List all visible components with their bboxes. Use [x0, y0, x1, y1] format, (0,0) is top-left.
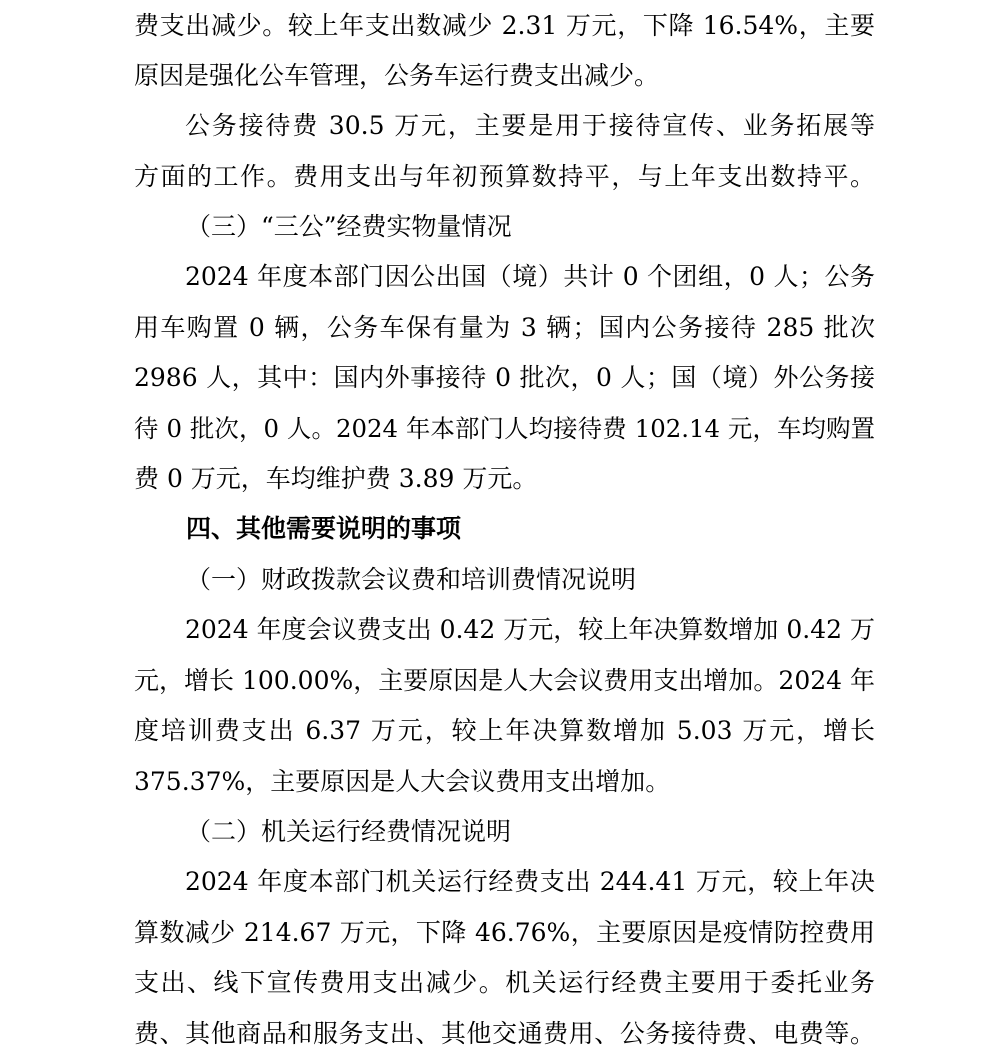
text-line: 375.37%，主要原因是人大会议费用支出增加。: [134, 767, 671, 796]
text-line: 算数减少 214.67 万元，下降 46.76%，主要原因是疫情防控费用: [134, 918, 875, 947]
text-line: 支出、线下宣传费用支出减少。机关运行经费主要用于委托业务: [134, 968, 875, 997]
subsection-heading: （二）机关运行经费情况说明: [186, 817, 512, 846]
text-line: 2024 年度会议费支出 0.42 万元，较上年决算数增加 0.42 万: [185, 615, 875, 644]
text-line: 方面的工作。费用支出与年初预算数持平，与上年支出数持平。: [134, 162, 875, 191]
text-line: 2986 人，其中：国内外事接待 0 批次，0 人；国（境）外公务接: [134, 363, 875, 392]
text-line: 费、其他商品和服务支出、其他交通费用、公务接待费、电费等。: [134, 1019, 875, 1048]
section-title: 四、其他需要说明的事项: [186, 514, 462, 543]
text-line: 费 0 万元，车均维护费 3.89 万元。: [134, 464, 538, 493]
text-line: 度培训费支出 6.37 万元，较上年决算数增加 5.03 万元，增长: [134, 716, 875, 745]
text-line: 元，增长 100.00%，主要原因是人大会议费用支出增加。2024 年: [134, 666, 875, 695]
text-line: 待 0 批次，0 人。2024 年本部门人均接待费 102.14 元，车均购置: [134, 414, 875, 443]
subsection-heading: （一）财政拨款会议费和培训费情况说明: [186, 565, 637, 594]
text-line: 2024 年度本部门机关运行经费支出 244.41 万元，较上年决: [185, 867, 875, 896]
text-line: 用车购置 0 辆，公务车保有量为 3 辆；国内公务接待 285 批次: [134, 313, 875, 342]
subsection-heading: （三）“三公”经费实物量情况: [186, 212, 512, 241]
text-line: 2024 年度本部门因公出国（境）共计 0 个团组，0 人；公务: [185, 262, 875, 291]
text-line: 费支出减少。较上年支出数减少 2.31 万元，下降 16.54%，主要: [134, 11, 875, 40]
text-line: 原因是强化公车管理，公务车运行费支出减少。: [134, 61, 660, 90]
text-line: 公务接待费 30.5 万元，主要是用于接待宣传、业务拓展等: [185, 111, 875, 140]
